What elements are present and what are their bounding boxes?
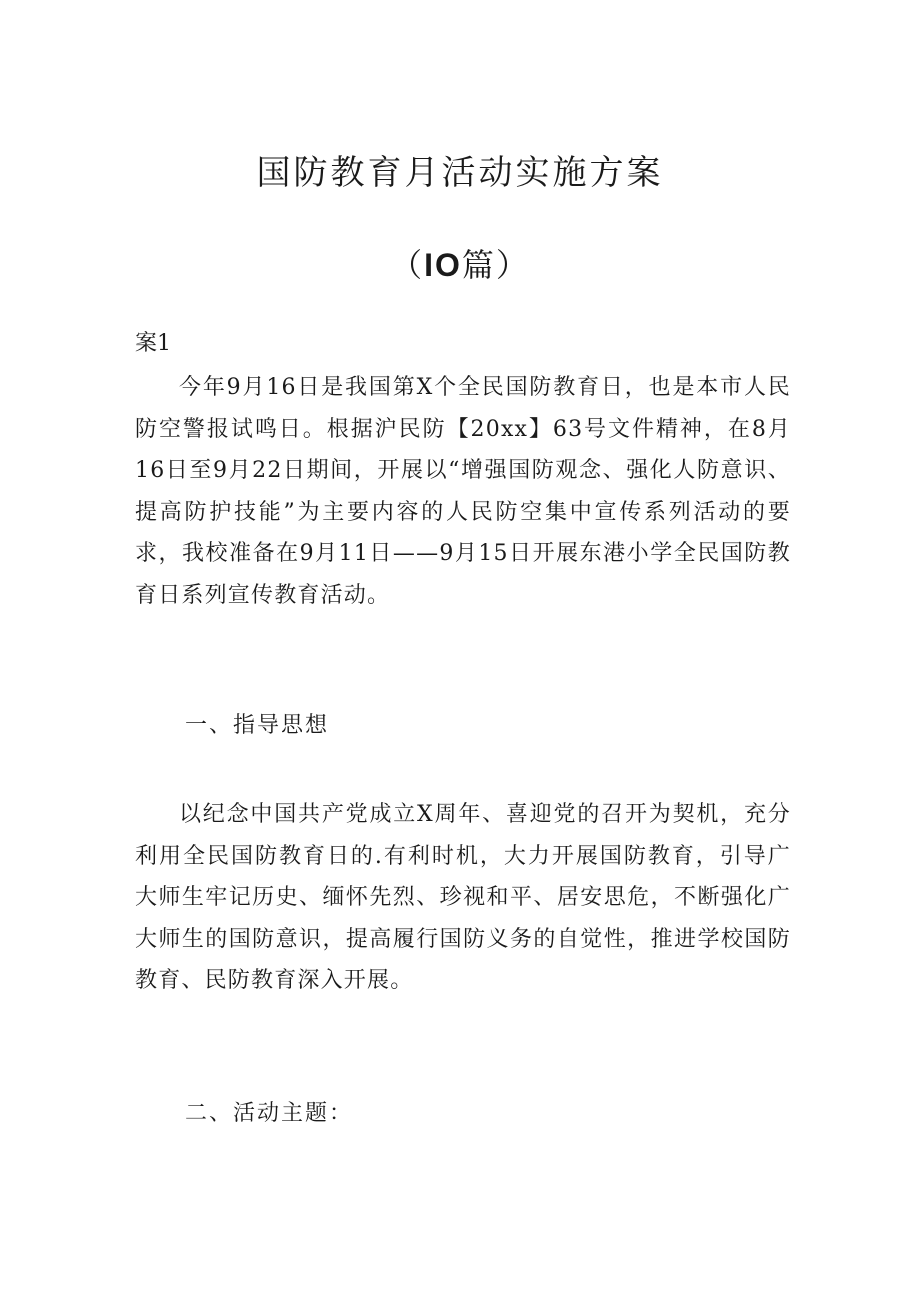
intro-paragraph: 今年9月16日是我国第X个全民国防教育日，也是本市人民防空警报试鸣日。根据沪民防【20xx】63号文件精神，在8月16日至9月22日期间，开展以“增强国防观念、强化人防意识、提高防护技能”为主要内容的人民防空集中宣传系列活动的要求，我校准备在9月11日——9月15日开展东港小学全民国防教育日系列宣传教育活动。 [135, 375, 791, 608]
subtitle-open-paren: （ [390, 246, 425, 284]
section-heading-activity-theme: 二、活动主题： [185, 1101, 354, 1126]
guiding-thought-paragraph: 以纪念中国共产党成立X周年、喜迎党的召开为契机，充分利用全民国防教育日的.有利时机，大力开展国防教育，引导广大师生牢记历史、缅怀先烈、珍视和平、居安思危，不断强化广大师生的国防意识，提高履行国防义务的自觉性，推进学校国防教育、民防教育深入开展。 [135, 802, 791, 993]
section-heading-guiding-thought: 一、指导思想 [185, 713, 330, 738]
subtitle-rest: 篇） [461, 246, 530, 284]
subtitle-io: IO [424, 247, 462, 283]
document-subtitle [0, 240, 920, 286]
document-title: 国防教育月活动实施方案 [256, 153, 664, 193]
case-label: 案1 [135, 331, 171, 356]
